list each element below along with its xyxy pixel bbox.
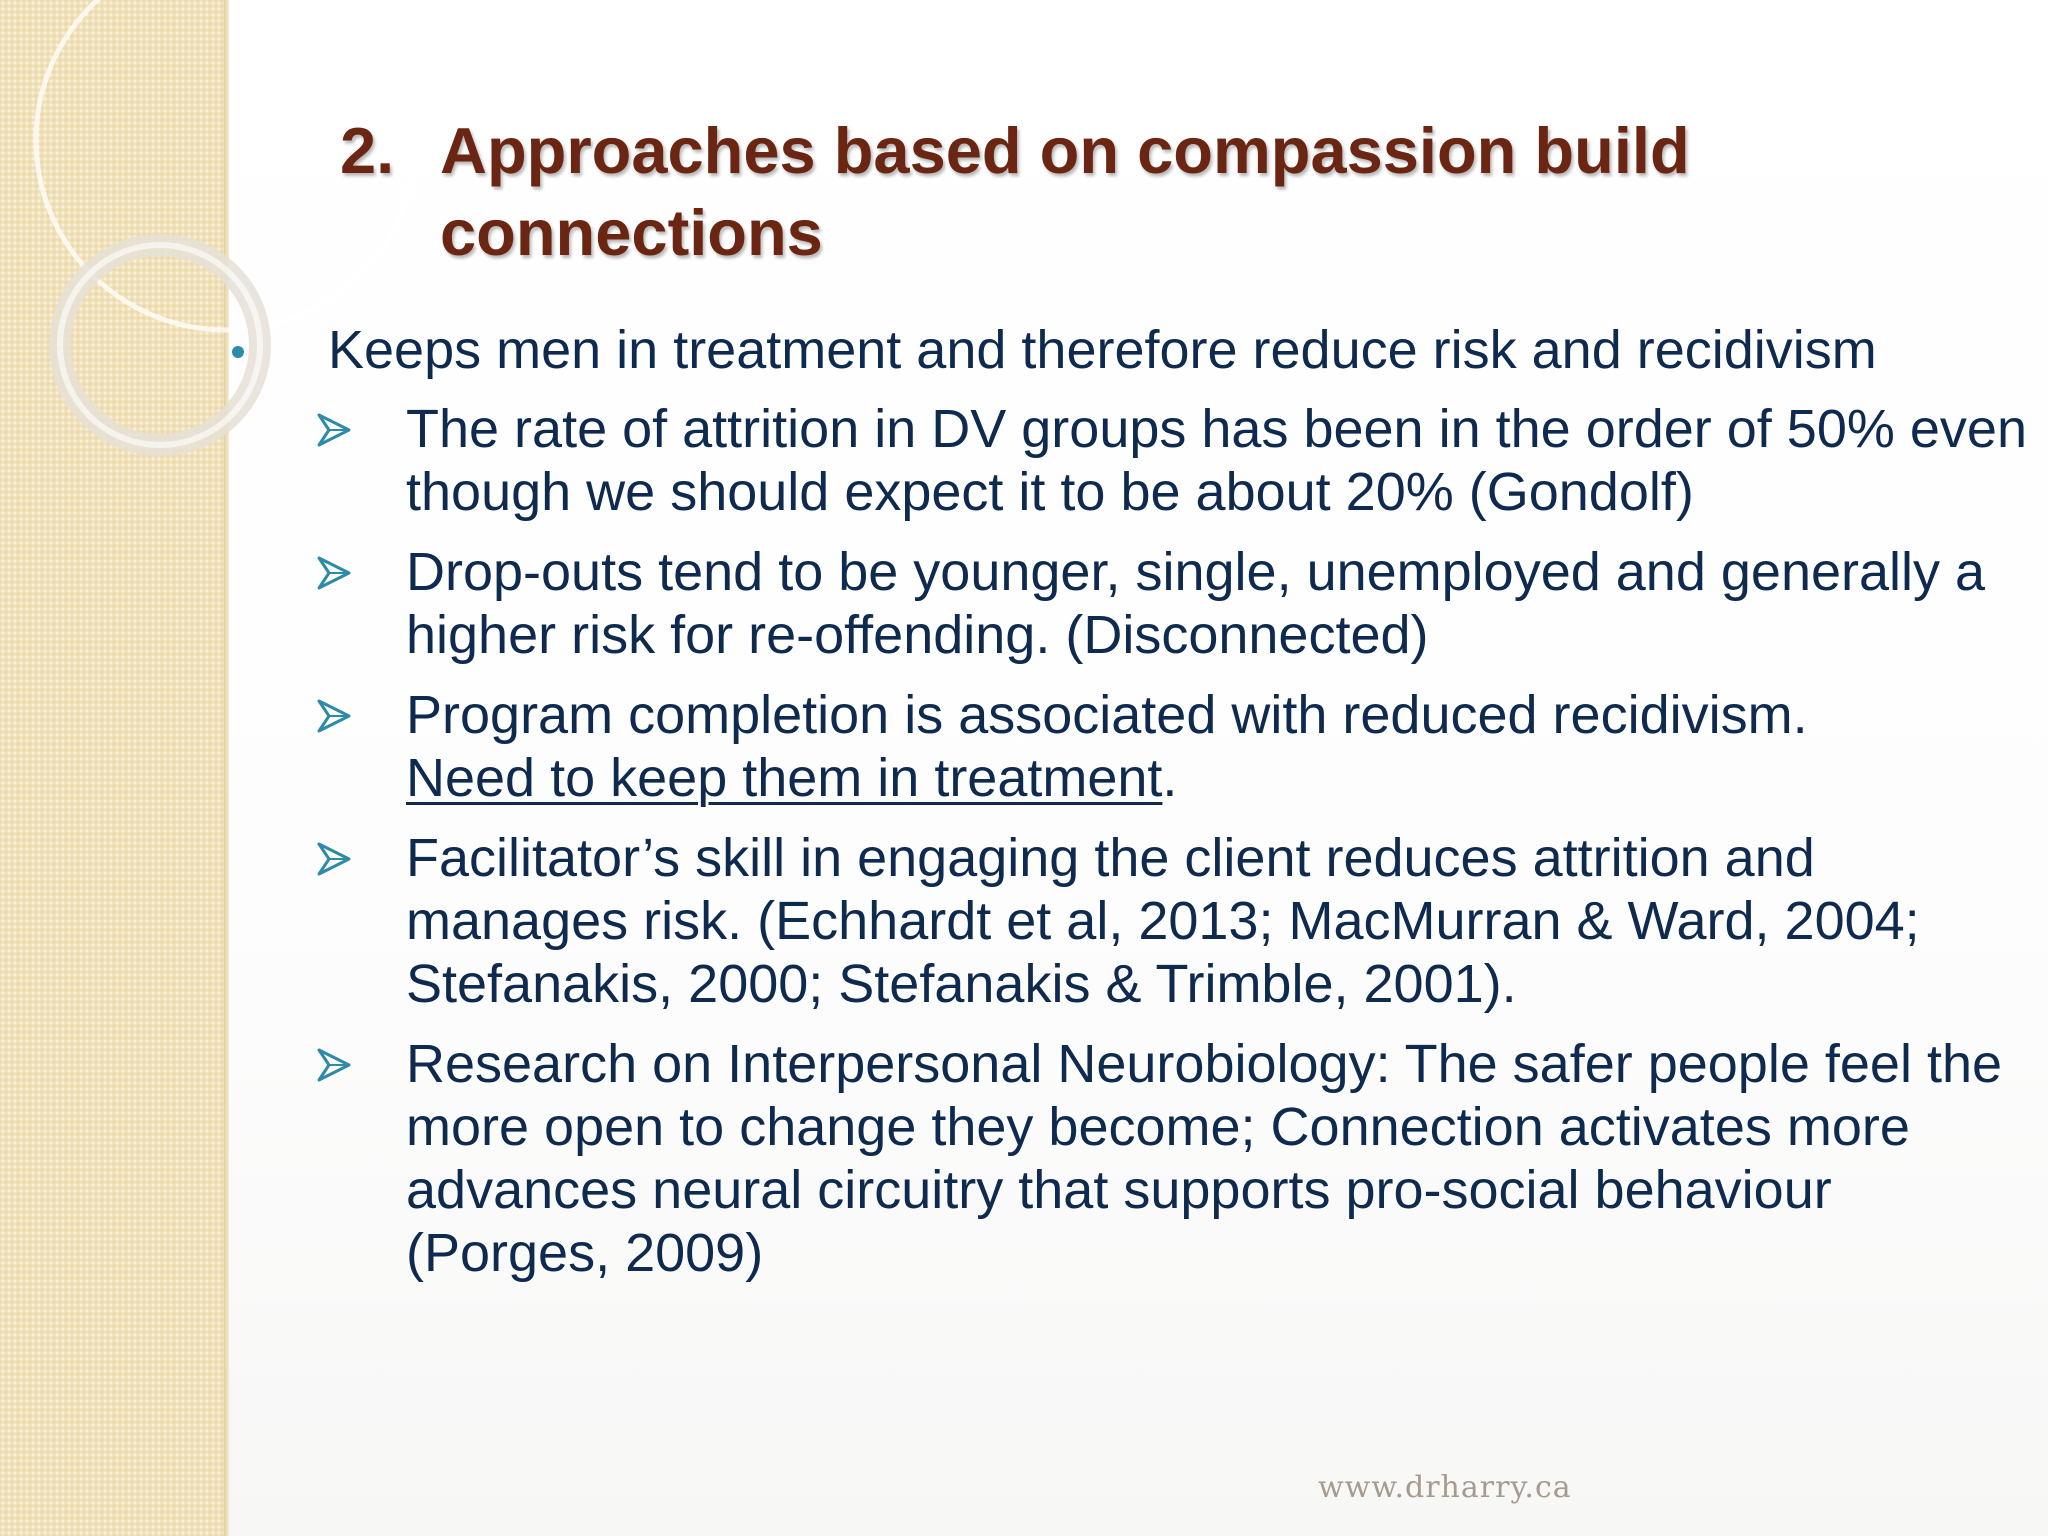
title-line-1: Approaches based on compassion build [440,114,1690,187]
sub-bullet-item [312,684,2032,810]
slide-title [340,110,1900,274]
sub-bullet-text: Program completion is associated with reduced recidivism. [406,685,1808,745]
side-panel-edge [224,0,229,1536]
arrow-bullet-icon [316,698,352,734]
sub-bullet-item [312,398,2032,524]
main-bullet-text: Keeps men in treatment and therefore reduce risk and recidivism [328,320,1877,380]
sub-bullet-item [312,827,2032,1016]
sub-bullet-trailing: . [1162,748,1178,808]
underlined-emphasis: Need to keep them in treatment [406,748,1163,808]
arrow-bullet-icon [316,841,352,877]
arrow-bullet-icon [316,1047,352,1083]
decorative-side-panel [0,0,226,1536]
sub-bullet-item [312,1033,2032,1285]
sub-bullet-text: Research on Interpersonal Neurobiology: The safer people feel the more open to change they become; Connection activates more advances neural circuitry that supports pro-social behaviour (Porges, 2009) [406,1034,2003,1283]
sub-bullet-list [312,398,2032,1302]
bullet-dot-icon [232,346,244,358]
title-line-2: connections [440,196,823,269]
footer-website: www.drharry.ca [1318,1470,1572,1505]
arrow-bullet-icon [316,555,352,591]
sub-bullet-text: Facilitator’s skill in engaging the client reduces attrition and manages risk. (Echhardt et al, 2013; MacMurran & Ward, 2004; Stefanakis, 2000; Stefanakis & Trimble, 2001). [406,828,1920,1014]
sub-bullet-item [312,541,2032,667]
title-number: 2. [340,114,395,187]
sub-bullet-text: The rate of attrition in DV groups has been in the order of 50% even though we should expect it to be about 20% (Gondolf) [406,399,2027,522]
sub-bullet-text: Drop-outs tend to be younger, single, unemployed and generally a higher risk for re-offending. (Disconnected) [406,542,1986,665]
arrow-bullet-icon [316,412,352,448]
